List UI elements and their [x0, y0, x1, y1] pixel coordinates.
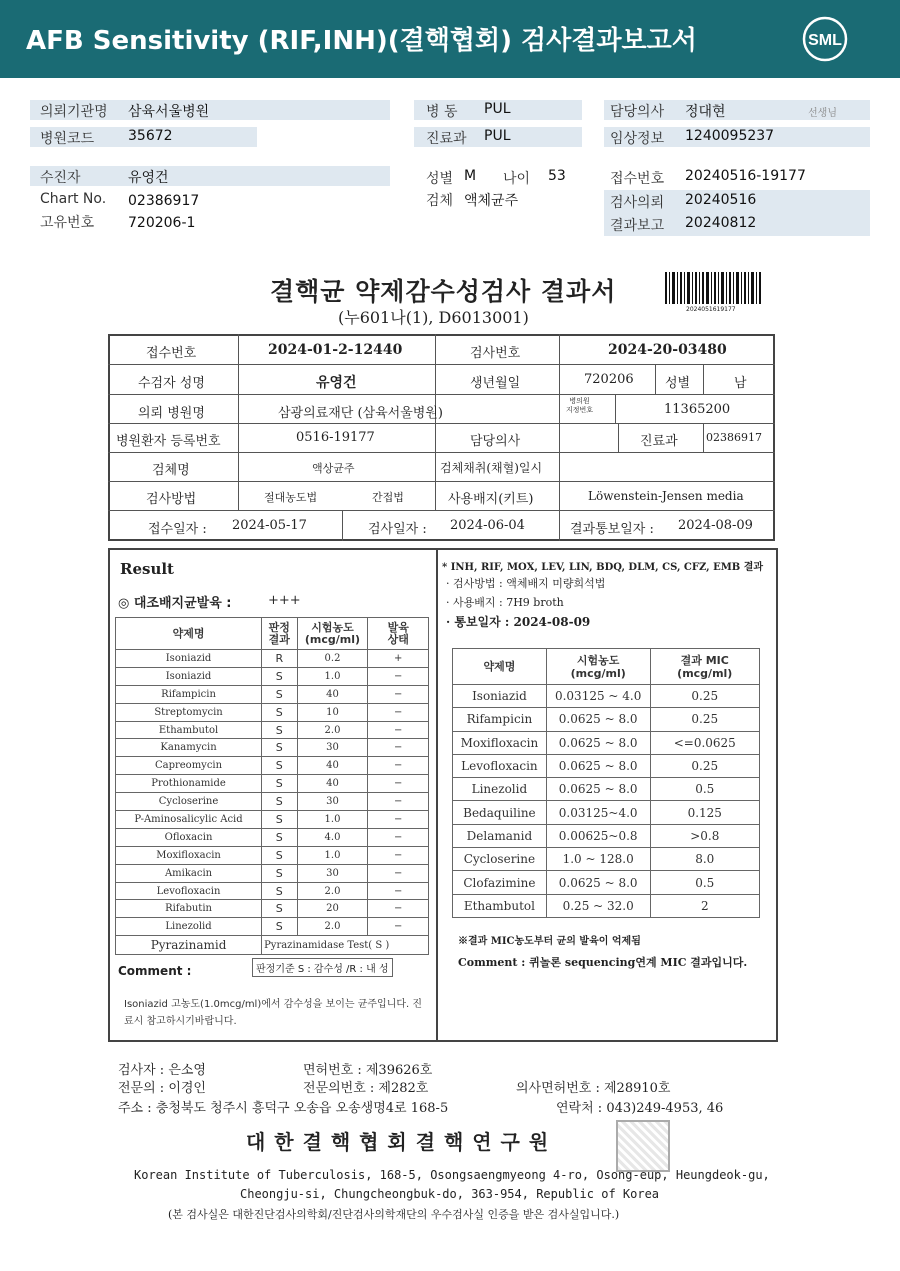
mic-cell: 0.03125 ~ 4.0 — [546, 685, 650, 708]
department-label: 진료과 — [640, 434, 678, 449]
result-comment-label: Comment : — [118, 964, 192, 978]
table-cell: Amikacin — [116, 864, 262, 882]
table-cell: S — [262, 793, 297, 811]
table-cell: Rifabutin — [116, 900, 262, 918]
table-cell: 10 — [297, 703, 368, 721]
control-growth-value: +++ — [268, 593, 301, 608]
doctor-value: 정대현 — [685, 104, 726, 120]
mic-cell: Bedaquiline — [453, 801, 547, 824]
code-value: 35672 — [128, 128, 173, 144]
result-header-cell: 시험농도 (mcg/ml) — [297, 618, 368, 650]
table-cell: Isoniazid — [116, 650, 262, 668]
mic-cell: 0.0625 ~ 8.0 — [546, 871, 650, 894]
table-cell: − — [368, 721, 429, 739]
table-row — [116, 650, 429, 668]
mic-method: · 검사방법 : 액체배지 미량희석법 — [446, 577, 606, 590]
request-label: 검사의뢰 — [610, 195, 665, 211]
table-row — [116, 846, 429, 864]
mic-cell: Moxifloxacin — [453, 731, 547, 754]
table-cell: 1.0 — [297, 846, 368, 864]
table-cell: + — [368, 650, 429, 668]
age-value: 53 — [548, 168, 566, 184]
mic-cell: Rifampicin — [453, 708, 547, 731]
table-cell: S — [262, 846, 297, 864]
table-cell: Levofloxacin — [116, 882, 262, 900]
test-date-value: 2024-06-04 — [450, 518, 525, 533]
medium-label: 사용배지(키트) — [448, 492, 534, 507]
test-no-label: 검사번호 — [470, 346, 521, 361]
table-cell: − — [368, 828, 429, 846]
mic-header-cell: 시험농도 (mcg/ml) — [546, 649, 650, 685]
table-cell: S — [262, 703, 297, 721]
table-cell: S — [262, 918, 297, 936]
table-cell: Rifampicin — [116, 685, 262, 703]
table-cell: S — [262, 828, 297, 846]
table-cell: 40 — [297, 757, 368, 775]
address: 주소 : 충청북도 청주시 흥덕구 오송읍 오송생명4로 168-5 — [118, 1101, 449, 1116]
mic-cell: 2 — [650, 894, 759, 917]
mic-cell: 0.03125~4.0 — [546, 801, 650, 824]
mic-cell: 0.0625 ~ 8.0 — [546, 708, 650, 731]
table-cell: − — [368, 703, 429, 721]
table-cell: − — [368, 739, 429, 757]
receipt-no-value: 2024-01-2-12440 — [268, 342, 403, 358]
mic-header-line: * INH, RIF, MOX, LEV, LIN, BDQ, DLM, CS, CFZ, EMB 결과 — [442, 562, 764, 573]
table-cell: Cycloserine — [116, 793, 262, 811]
doctor-suffix: 선생님 — [808, 108, 837, 119]
table-cell: S — [262, 667, 297, 685]
doctor-label: 담당의사 — [610, 104, 665, 120]
patient-name-value: 유영건 — [316, 375, 357, 391]
registration-label: 병원환자 등록번호 — [116, 434, 221, 449]
sex-doc-label: 성별 — [665, 376, 691, 391]
mic-note: ※결과 MIC농도부터 균의 발육이 억제됨 — [458, 936, 641, 947]
receipt-label: 접수번호 — [610, 171, 665, 187]
mic-cell: 0.25 — [650, 754, 759, 777]
mic-row — [453, 778, 760, 801]
receipt-date-value: 2024-05-17 — [232, 518, 307, 533]
mic-row — [453, 871, 760, 894]
contact: 연락처 : 043)249-4953, 46 — [556, 1101, 724, 1116]
table-cell: 1.0 — [297, 811, 368, 829]
mic-cell: 0.0625 ~ 8.0 — [546, 731, 650, 754]
mic-cell: >0.8 — [650, 824, 759, 847]
mic-cell: Linezolid — [453, 778, 547, 801]
table-cell: Isoniazid — [116, 667, 262, 685]
mic-cell: 0.5 — [650, 778, 759, 801]
mic-medium: · 사용배지 : 7H9 broth — [446, 596, 564, 609]
table-cell: S — [262, 811, 297, 829]
table-cell: Moxifloxacin — [116, 846, 262, 864]
physician-label: 담당의사 — [470, 434, 521, 449]
mic-cell: 0.0625 ~ 8.0 — [546, 778, 650, 801]
mic-cell: 1.0 ~ 128.0 — [546, 848, 650, 871]
pza-value: Pyrazinamidase Test( S ) — [262, 936, 429, 955]
examiner: 검사자 : 은소영 — [118, 1063, 206, 1078]
table-cell: 0.2 — [297, 650, 368, 668]
sex-value: M — [464, 168, 477, 184]
table-row — [116, 667, 429, 685]
table-cell: − — [368, 811, 429, 829]
mic-row — [453, 801, 760, 824]
mic-cell: 0.0625 ~ 8.0 — [546, 754, 650, 777]
table-row — [116, 721, 429, 739]
code-label: 병원코드 — [40, 131, 95, 147]
table-cell: S — [262, 900, 297, 918]
table-cell: 4.0 — [297, 828, 368, 846]
mic-cell: Delamanid — [453, 824, 547, 847]
table-cell: R — [262, 650, 297, 668]
table-row — [116, 757, 429, 775]
mic-date: · 통보일자 : 2024-08-09 — [446, 615, 591, 629]
report-title: AFB Sensitivity (RIF,INH)(결핵협회) 검사결과보고서 — [26, 26, 697, 56]
mic-cell: Levofloxacin — [453, 754, 547, 777]
mic-cell: Clofazimine — [453, 871, 547, 894]
result-header-cell: 약제명 — [116, 618, 262, 650]
pza-name: Pyrazinamid — [116, 936, 262, 955]
mic-row — [453, 685, 760, 708]
table-cell: 30 — [297, 864, 368, 882]
table-row — [116, 882, 429, 900]
table-cell: S — [262, 757, 297, 775]
result-title: Result — [120, 560, 174, 578]
ward-label: 병 동 — [426, 104, 458, 120]
table-cell: 1.0 — [297, 667, 368, 685]
specimen-doc-value: 액상균주 — [312, 462, 355, 475]
table-cell: − — [368, 667, 429, 685]
dept-value: PUL — [484, 128, 511, 144]
table-row — [116, 900, 429, 918]
table-cell: S — [262, 882, 297, 900]
ward-value: PUL — [484, 101, 511, 117]
doc-title: 결핵균 약제감수성검사 결과서 — [270, 277, 617, 306]
susceptibility-table — [115, 617, 429, 955]
unique-label: 고유번호 — [40, 215, 95, 231]
sex-label: 성별 — [426, 171, 454, 187]
license-no: 면허번호 : 제39626호 — [303, 1063, 433, 1078]
table-cell: − — [368, 775, 429, 793]
mic-comment: Comment : 퀴놀론 sequencing연계 MIC 결과입니다. — [458, 956, 748, 969]
specialist-no: 전문의번호 : 제282호 — [303, 1081, 429, 1096]
table-row — [116, 828, 429, 846]
table-cell: Ofloxacin — [116, 828, 262, 846]
clinical-value: 1240095237 — [685, 128, 775, 144]
table-cell: − — [368, 846, 429, 864]
method-value-2: 간접법 — [372, 491, 404, 504]
table-row — [116, 703, 429, 721]
mic-cell: <=0.0625 — [650, 731, 759, 754]
barcode-number: 2024051619177 — [686, 306, 736, 313]
birthdate-label: 생년월일 — [470, 376, 521, 391]
mic-cell: 0.125 — [650, 801, 759, 824]
birthdate-value: 720206 — [584, 372, 634, 387]
mic-row — [453, 708, 760, 731]
notify-date-value: 2024-08-09 — [678, 518, 753, 533]
request-value: 20240516 — [685, 192, 757, 208]
table-cell: Linezolid — [116, 918, 262, 936]
table-cell: Kanamycin — [116, 739, 262, 757]
table-cell: − — [368, 918, 429, 936]
table-cell: − — [368, 757, 429, 775]
seal-stamp — [616, 1120, 670, 1172]
specialist: 전문의 : 이경인 — [118, 1081, 206, 1096]
table-cell: S — [262, 721, 297, 739]
table-cell: 2.0 — [297, 721, 368, 739]
receipt-date-label: 접수일자 : — [148, 522, 207, 537]
patient-label: 수진자 — [40, 170, 81, 186]
table-cell: S — [262, 685, 297, 703]
institute-address-en-1: Korean Institute of Tuberculosis, 168-5, Osongsaengmyeong 4-ro, Osong-eup, Heungdeok-gu, — [134, 1168, 770, 1182]
age-label: 나이 — [503, 171, 531, 187]
table-cell: 40 — [297, 775, 368, 793]
method-label: 검사방법 — [146, 492, 197, 507]
table-cell: 2.0 — [297, 882, 368, 900]
mic-cell: Ethambutol — [453, 894, 547, 917]
result-header-cell: 발육 상태 — [368, 618, 429, 650]
result-comment-text: Isoniazid 고농도(1.0mcg/ml)에서 감수성을 보이는 균주입니다. 진료시 참고하시기바랍니다. — [124, 999, 423, 1027]
pyrazinamide-row — [116, 936, 429, 955]
table-row — [116, 793, 429, 811]
registration-value: 0516-19177 — [296, 430, 375, 445]
patient-name-label: 수검자 성명 — [138, 376, 205, 391]
mic-row — [453, 754, 760, 777]
table-cell: S — [262, 775, 297, 793]
mic-header-cell: 약제명 — [453, 649, 547, 685]
institute-name: 대 한 결 핵 협 회 결 핵 연 구 원 — [246, 1130, 550, 1154]
barcode-icon — [665, 272, 763, 306]
table-cell: S — [262, 864, 297, 882]
mic-cell: 0.25 ~ 32.0 — [546, 894, 650, 917]
department-value: 02386917 — [706, 431, 762, 444]
svg-text:SML: SML — [808, 32, 842, 49]
chart-label: Chart No. — [40, 191, 107, 207]
designation-value: 11365200 — [664, 402, 731, 417]
mic-cell: 8.0 — [650, 848, 759, 871]
mic-cell: 0.00625~0.8 — [546, 824, 650, 847]
control-growth-label: ◎ 대조배지균발육 : — [118, 596, 232, 611]
doctor-license-no: 의사면허번호 : 제28910호 — [516, 1081, 671, 1096]
specimen-doc-label: 검체명 — [152, 463, 190, 478]
mic-cell: 0.25 — [650, 685, 759, 708]
table-cell: 2.0 — [297, 918, 368, 936]
report-value: 20240812 — [685, 215, 757, 231]
table-row — [116, 739, 429, 757]
mic-row — [453, 731, 760, 754]
report-header — [0, 0, 900, 78]
receipt-no-label: 접수번호 — [146, 346, 197, 361]
mic-cell: Isoniazid — [453, 685, 547, 708]
method-value-1: 절대농도법 — [264, 491, 318, 504]
org-label: 의뢰기관명 — [40, 104, 108, 120]
mic-header-cell: 결과 MIC (mcg/ml) — [650, 649, 759, 685]
org-value: 삼육서울병원 — [128, 104, 210, 120]
table-cell: Streptomycin — [116, 703, 262, 721]
table-cell: 40 — [297, 685, 368, 703]
clinical-label: 임상정보 — [610, 131, 665, 147]
report-label: 결과보고 — [610, 218, 665, 234]
unique-value: 720206-1 — [128, 215, 196, 231]
table-cell: − — [368, 882, 429, 900]
hospital-label: 의뢰 병원명 — [138, 406, 205, 421]
table-row — [116, 811, 429, 829]
mic-cell: 0.5 — [650, 871, 759, 894]
table-cell: − — [368, 685, 429, 703]
table-cell: Capreomycin — [116, 757, 262, 775]
doc-subtitle: (누601나(1), D6013001) — [338, 308, 529, 327]
table-cell: − — [368, 864, 429, 882]
scanned-report — [0, 262, 900, 1271]
table-cell: 20 — [297, 900, 368, 918]
result-header-cell: 판정 결과 — [262, 618, 297, 650]
receipt-value: 20240516-19177 — [685, 168, 806, 184]
certification-note: (본 검사실은 대한진단검사의학회/진단검사의학재단의 우수검사실 인증을 받은 검사실입니다.) — [168, 1208, 620, 1221]
mic-table — [452, 648, 760, 918]
test-no-value: 2024-20-03480 — [608, 342, 727, 358]
specimen-value: 액체균주 — [464, 193, 519, 209]
mic-row — [453, 848, 760, 871]
sex-doc-value: 남 — [734, 376, 747, 391]
table-row — [116, 918, 429, 936]
table-cell: − — [368, 900, 429, 918]
sml-logo — [800, 14, 850, 64]
specimen-label: 검체 — [426, 193, 454, 209]
mic-cell: Cycloserine — [453, 848, 547, 871]
institute-address-en-2: Cheongju-si, Chungcheongbuk-do, 363-954, Republic of Korea — [240, 1187, 660, 1201]
mic-cell: 0.25 — [650, 708, 759, 731]
dept-label: 진료과 — [426, 131, 467, 147]
collection-label: 검체채취(채혈)일시 — [440, 461, 543, 475]
hospital-value: 삼광의료재단 (삼육서울병원) — [278, 406, 443, 421]
table-row — [116, 864, 429, 882]
chart-value: 02386917 — [128, 193, 200, 209]
mic-row — [453, 824, 760, 847]
table-cell: Ethambutol — [116, 721, 262, 739]
table-row — [116, 775, 429, 793]
designation-label: 병의원 지정번호 — [566, 397, 594, 414]
criteria-note: 판정기준 S : 감수성 /R : 내 성 — [252, 958, 393, 977]
table-cell: Prothionamide — [116, 775, 262, 793]
table-cell: 30 — [297, 739, 368, 757]
test-date-label: 검사일자 : — [368, 522, 427, 537]
table-cell: P-Aminosalicylic Acid — [116, 811, 262, 829]
medium-value: Löwenstein-Jensen media — [588, 489, 744, 503]
table-cell: − — [368, 793, 429, 811]
notify-date-label: 결과통보일자 : — [570, 522, 654, 537]
table-cell: S — [262, 739, 297, 757]
mic-row — [453, 894, 760, 917]
patient-value: 유영건 — [128, 170, 169, 186]
table-cell: 30 — [297, 793, 368, 811]
table-row — [116, 685, 429, 703]
